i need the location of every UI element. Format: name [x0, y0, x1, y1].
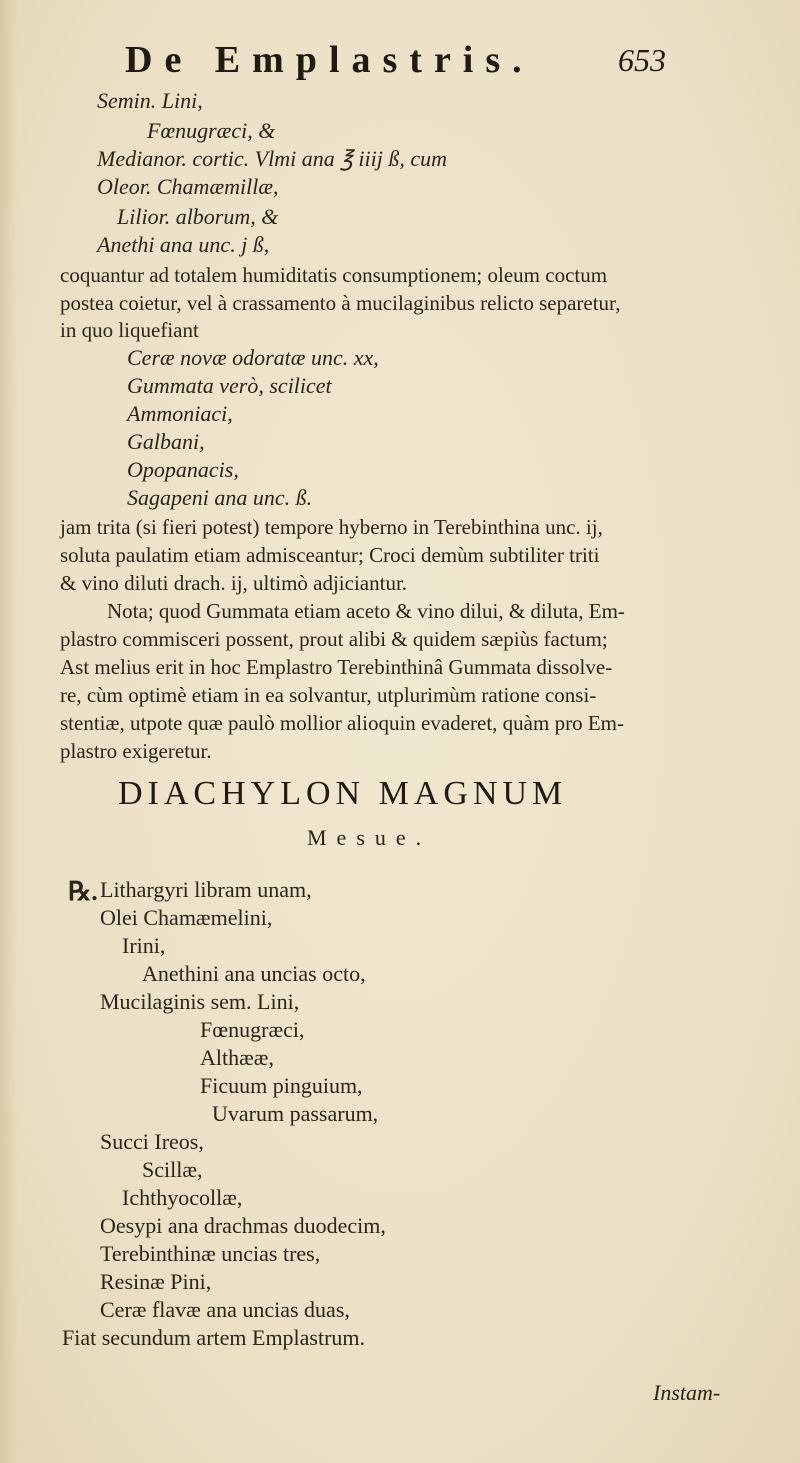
- text-line: coquantur ad totalem humiditatis consumptionem; oleum coctum: [60, 263, 608, 287]
- text-line: & vino diluti drach. ij, ultimò adjiciantur.: [60, 571, 408, 595]
- ingredient-line: Lithargyri libram unam,: [100, 877, 312, 902]
- ingredient-line: Mucilaginis sem. Lini,: [100, 989, 300, 1014]
- recipe-author: Mesue.: [307, 825, 432, 850]
- text-line: stentiæ, utpote quæ paulò mollior alioquin evaderet, quàm pro Em-: [60, 711, 624, 735]
- text-line: Ceræ novæ odoratæ unc. xx,: [127, 345, 379, 370]
- ingredient-line: Oesypi ana drachmas duodecim,: [100, 1213, 386, 1238]
- text-line: Anethi ana unc. j ß,: [97, 232, 270, 257]
- ingredient-line: Ceræ flavæ ana uncias duas,: [100, 1297, 350, 1322]
- ingredient-line: Fœnugræci,: [200, 1017, 305, 1042]
- text-line: plastro exigeretur.: [60, 739, 212, 763]
- recipe-symbol: ℞.: [68, 877, 98, 906]
- text-line: Opopanacis,: [127, 457, 239, 482]
- page-header: [0, 38, 800, 88]
- text-line: Ast melius erit in hoc Emplastro Terebinthinâ Gummata dissolve-: [60, 655, 613, 679]
- text-line: Nota; quod Gummata etiam aceto & vino dilui, & diluta, Em-: [107, 599, 625, 623]
- catchword: Instam-: [653, 1380, 721, 1405]
- ingredient-line: Anethini ana uncias octo,: [142, 961, 366, 986]
- recipe-title: DIACHYLON MAGNUM: [118, 775, 568, 812]
- ingredient-line: Ficuum pinguium,: [200, 1073, 363, 1098]
- text-line: Oleor. Chamæmillæ,: [97, 174, 279, 199]
- ingredient-line: Scillæ,: [142, 1157, 203, 1182]
- ingredient-line: Terebinthinæ uncias tres,: [100, 1241, 321, 1266]
- text-line: Galbani,: [127, 429, 205, 454]
- ingredient-line: Irini,: [122, 933, 166, 958]
- text-line: Lilior. alborum, &: [117, 204, 279, 229]
- page-gutter-shadow: [0, 0, 18, 1463]
- text-line: plastro commisceri possent, prout alibi & quidem sæpiùs factum;: [60, 627, 608, 651]
- running-head: De Emplastris.: [125, 39, 534, 81]
- text-line: Gummata verò, scilicet: [127, 373, 332, 398]
- ingredient-line: Olei Chamæmelini,: [100, 905, 273, 930]
- page-number: 653: [618, 42, 666, 78]
- text-line: Semin. Lini,: [97, 88, 203, 113]
- text-line: Ammoniaci,: [127, 401, 233, 426]
- text-line: Medianor. cortic. Vlmi ana ℥ iiij ß, cum: [97, 146, 448, 171]
- text-line: Fœnugræci, &: [147, 118, 276, 143]
- text-line: postea coietur, vel à crassamento à mucilaginibus relicto separetur,: [60, 291, 621, 315]
- ingredient-line: Ichthyocollæ,: [122, 1185, 243, 1210]
- ingredient-line: Althææ,: [200, 1045, 274, 1070]
- ingredient-line: Succi Ireos,: [100, 1129, 204, 1154]
- ingredient-line: Resinæ Pini,: [100, 1269, 212, 1294]
- ingredient-line: Fiat secundum artem Emplastrum.: [62, 1325, 366, 1350]
- text-line: re, cùm optimè etiam in ea solvantur, utplurimùm ratione consi-: [60, 683, 597, 707]
- text-line: Sagapeni ana unc. ß.: [127, 485, 313, 510]
- text-line: jam trita (si fieri potest) tempore hyberno in Terebinthina unc. ij,: [60, 515, 603, 539]
- text-line: soluta paulatim etiam admisceantur; Croci demùm subtiliter triti: [60, 543, 600, 567]
- text-line: in quo liquefiant: [60, 318, 199, 342]
- ingredient-line: Uvarum passarum,: [212, 1101, 379, 1126]
